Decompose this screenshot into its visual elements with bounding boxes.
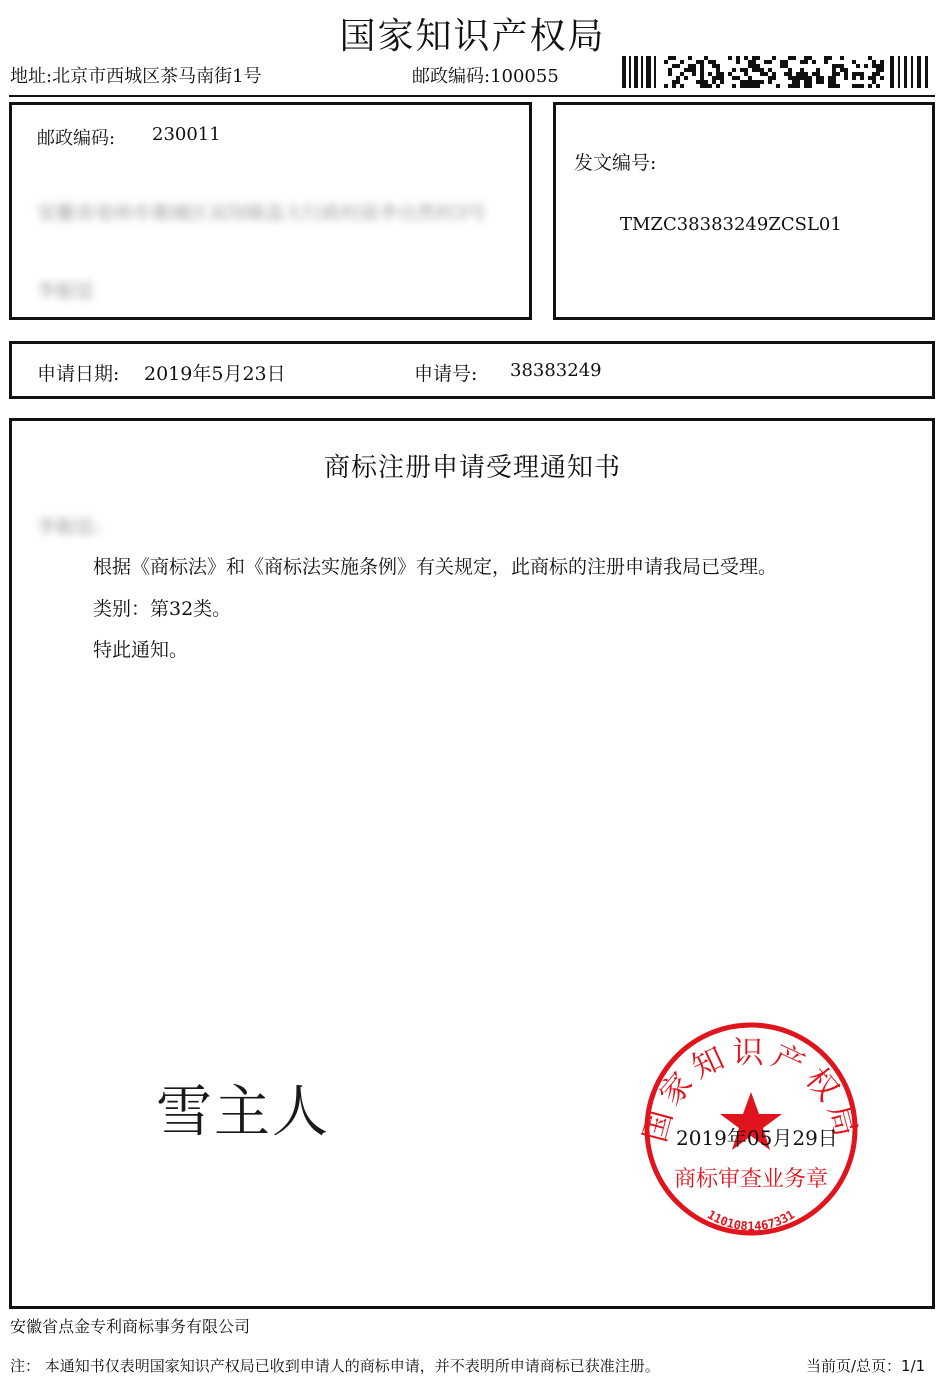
notice-salutation: 李振廷: bbox=[37, 516, 101, 538]
seal-department-text: 商标审查业务章 bbox=[673, 1167, 829, 1192]
office-title: 国家知识产权局 bbox=[339, 16, 606, 57]
agency-name: 安徽省点金专利商标事务有限公司 bbox=[10, 1317, 251, 1336]
document-number-box bbox=[553, 102, 935, 320]
office-postcode: 邮政编码:100055 bbox=[412, 66, 559, 87]
barcode-qr-strip bbox=[622, 54, 930, 90]
application-number-value: 38383249 bbox=[510, 360, 602, 381]
recipient-address-line1: 安徽省亳州市谯城区双沟镇盖大行政村前李自然村3号 bbox=[37, 202, 487, 224]
notice-paragraph-3: 特此通知。 bbox=[93, 639, 189, 661]
office-address: 地址:北京市西城区茶马南街1号 bbox=[10, 66, 262, 87]
application-number-label: 申请号: bbox=[414, 363, 478, 385]
recipient-postcode-label: 邮政编码: bbox=[37, 128, 116, 149]
page-indicator: 当前页/总页：1/1 bbox=[806, 1357, 926, 1375]
seal-serial-number: 1101081467331 bbox=[705, 1207, 797, 1234]
notice-paragraph-1: 根据《商标法》和《商标法实施条例》有关规定，此商标的注册申请我局已受理。 bbox=[93, 556, 778, 578]
recipient-address-line2: 李振廷 bbox=[37, 280, 95, 302]
seal-arc-text: 国家知识产权局 bbox=[637, 1035, 865, 1146]
notice-heading: 商标注册申请受理通知书 bbox=[323, 453, 621, 483]
footer-note: 注： 本通知书仅表明国家知识产权局已收到申请人的商标申请，并不表明所申请商标已获准注册。 bbox=[10, 1357, 660, 1375]
document-number-label: 发文编号: bbox=[574, 152, 657, 174]
application-date-value: 2019年5月23日 bbox=[144, 363, 286, 385]
recipient-postcode-value: 230011 bbox=[152, 124, 221, 145]
seal-date: 2019年05月29日 bbox=[676, 1126, 838, 1150]
header-divider bbox=[9, 95, 935, 97]
qr-pattern bbox=[664, 56, 884, 88]
application-date-label: 申请日期: bbox=[37, 363, 120, 385]
notice-paragraph-2: 类别：第32类。 bbox=[93, 598, 232, 620]
trademark-sample: 雪主人 bbox=[156, 1080, 330, 1145]
document-number-value: TMZC38383249ZCSL01 bbox=[620, 214, 842, 235]
